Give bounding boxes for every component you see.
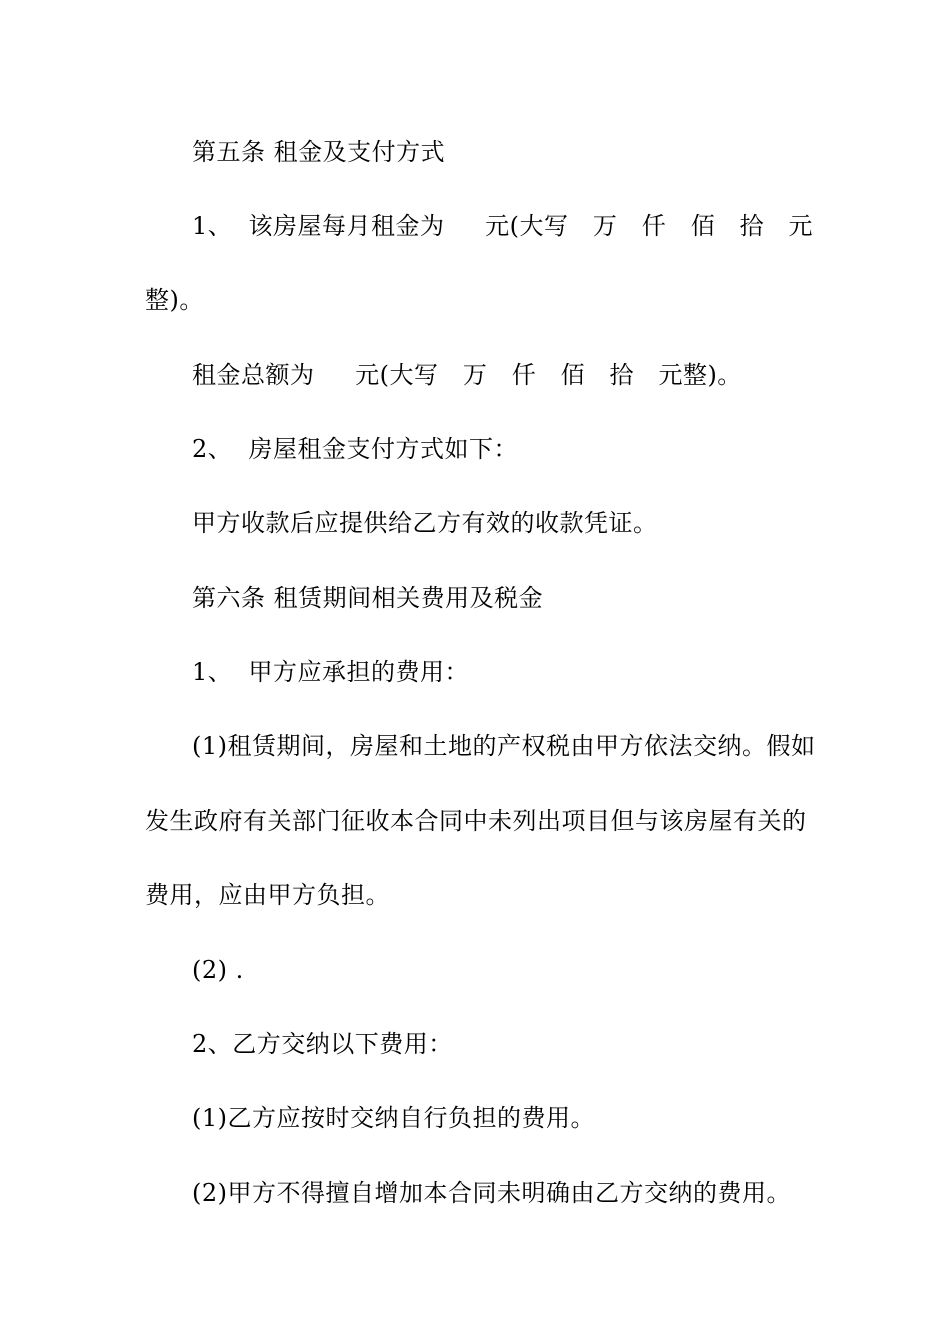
article-6-title: 第六条 租赁期间相关费用及税金: [192, 584, 544, 612]
article-6-item-1-sub-2: (2) .: [192, 956, 244, 984]
article-6-item-2-sub-1: (1)乙方应按时交纳自行负担的费用。: [192, 1104, 595, 1132]
article-5-title: 第五条 租金及支付方式: [192, 138, 446, 166]
article-6-item-2-sub-2: (2)甲方不得擅自增加本合同未明确由乙方交纳的费用。: [192, 1179, 791, 1207]
article-6-item-1: 1、 甲方应承担的费用：: [192, 658, 470, 686]
article-6-item-1-sub-1-line-1: (1)租赁期间，房屋和土地的产权税由甲方依法交纳。假如: [192, 732, 816, 760]
article-6-item-1-sub-1-line-2: 发生政府有关部门征收本合同中未列出项目但与该房屋有关的: [145, 807, 807, 835]
article-6-item-2: 2、乙方交纳以下费用：: [192, 1030, 453, 1058]
article-5-item-1-line-1: 1、 该房屋每月租金为 元(大写 万 仟 佰 拾 元: [192, 212, 813, 240]
article-6-item-1-sub-1-line-3: 费用，应由甲方负担。: [145, 881, 390, 909]
article-5-item-1-line-2: 整)。: [145, 286, 204, 314]
article-5-receipt: 甲方收款后应提供给乙方有效的收款凭证。: [192, 509, 658, 537]
article-5-item-2: 2、 房屋租金支付方式如下：: [192, 435, 519, 463]
article-5-total-rent: 租金总额为 元(大写 万 仟 佰 拾 元整)。: [192, 361, 742, 389]
